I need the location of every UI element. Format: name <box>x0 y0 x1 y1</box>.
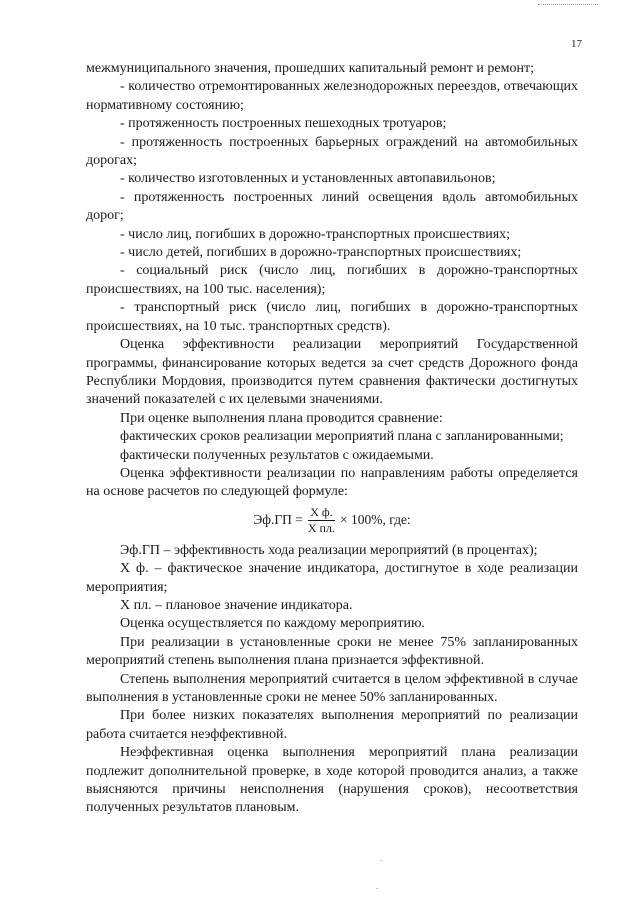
formula-numerator: Х ф. <box>310 504 333 519</box>
scan-speck <box>376 888 378 889</box>
formula-denominator: Х пл. <box>307 520 335 535</box>
page-number: 17 <box>571 38 582 50</box>
paragraph: При реализации в установленные сроки не менее 75% запланированных мероприятий степень выполнения плана признается эффективной. <box>86 634 578 669</box>
paragraph: Эф.ГП – эффективность хода реализации мероприятий (в процентах); <box>120 542 538 558</box>
paragraph: Х пл. – плановое значение индикатора. <box>120 597 353 613</box>
paragraph: Оценка эффективности реализации по направлениям работы определяется на основе расчетов по следующей формуле: <box>86 465 578 500</box>
list-item: - число детей, погибших в дорожно-транспортных происшествиях; <box>120 245 522 261</box>
paragraph: Оценка осуществляется по каждому мероприятию. <box>120 616 425 632</box>
list-item: - количество отремонтированных железнодорожных переездов, отвечающих нормативному состоянию; <box>86 79 578 113</box>
list-item: - протяженность построенных барьерных ограждений на автомобильных дорогах; <box>86 134 578 169</box>
paragraph: При оценке выполнения плана проводится сравнение: <box>120 410 443 426</box>
list-item: - количество изготовленных и установленных автопавильонов; <box>120 171 496 187</box>
paragraph: При более низких показателях выполнения мероприятий по реализации работа считается неэффективной. <box>86 708 578 742</box>
paragraph: фактически полученных результатов с ожидаемыми. <box>120 447 434 463</box>
efficiency-formula <box>86 505 578 536</box>
scan-speck <box>380 860 382 861</box>
paragraph: межмуниципального значения, прошедших капитальный ремонт и ремонт; <box>86 61 534 76</box>
list-item: - протяженность построенных пешеходных тротуаров; <box>120 116 447 132</box>
paragraph: Неэффективная оценка выполнения мероприятий плана реализации подлежит дополнительной проверке, в ходе которой проводится анализ, а также выясняются причины неисполнения (нарушения сроков), несоответствия полученных результатов плановым. <box>86 745 578 816</box>
list-item: - социальный риск (число лиц, погибших в дорожно-транспортных происшествиях, на 100 тыс. населения); <box>86 263 578 297</box>
scan-artifact <box>538 4 598 11</box>
document-body <box>86 60 578 818</box>
formula-lhs: Эф.ГП = <box>253 512 303 528</box>
paragraph: фактических сроков реализации мероприятий плана с запланированными; <box>120 429 564 445</box>
paragraph: Степень выполнения мероприятий считается в целом эффективной в случае выполнения в установленные сроки не менее 50% запланированных. <box>86 671 578 705</box>
paragraph: Оценка эффективности реализации мероприятий Государственной программы, финансирование которых ведется за счет средств Дорожного фонда Республики Мордовия, производится путем сравнения фактически достигнутых значений показателей с их целевыми значениями. <box>86 337 578 408</box>
list-item: - транспортный риск (число лиц, погибших в дорожно-транспортных происшествиях, на 10 тыс. транспортных средств). <box>86 300 578 334</box>
paragraph: Х ф. – фактическое значение индикатора, достигнутое в ходе реализации мероприятия; <box>86 561 578 595</box>
list-item: - протяженность построенных линий освещения вдоль автомобильных дорог; <box>86 189 578 224</box>
formula-fraction <box>306 505 337 536</box>
formula-rhs: × 100%, где: <box>339 512 411 528</box>
list-item: - число лиц, погибших в дорожно-транспортных происшествиях; <box>120 226 511 242</box>
